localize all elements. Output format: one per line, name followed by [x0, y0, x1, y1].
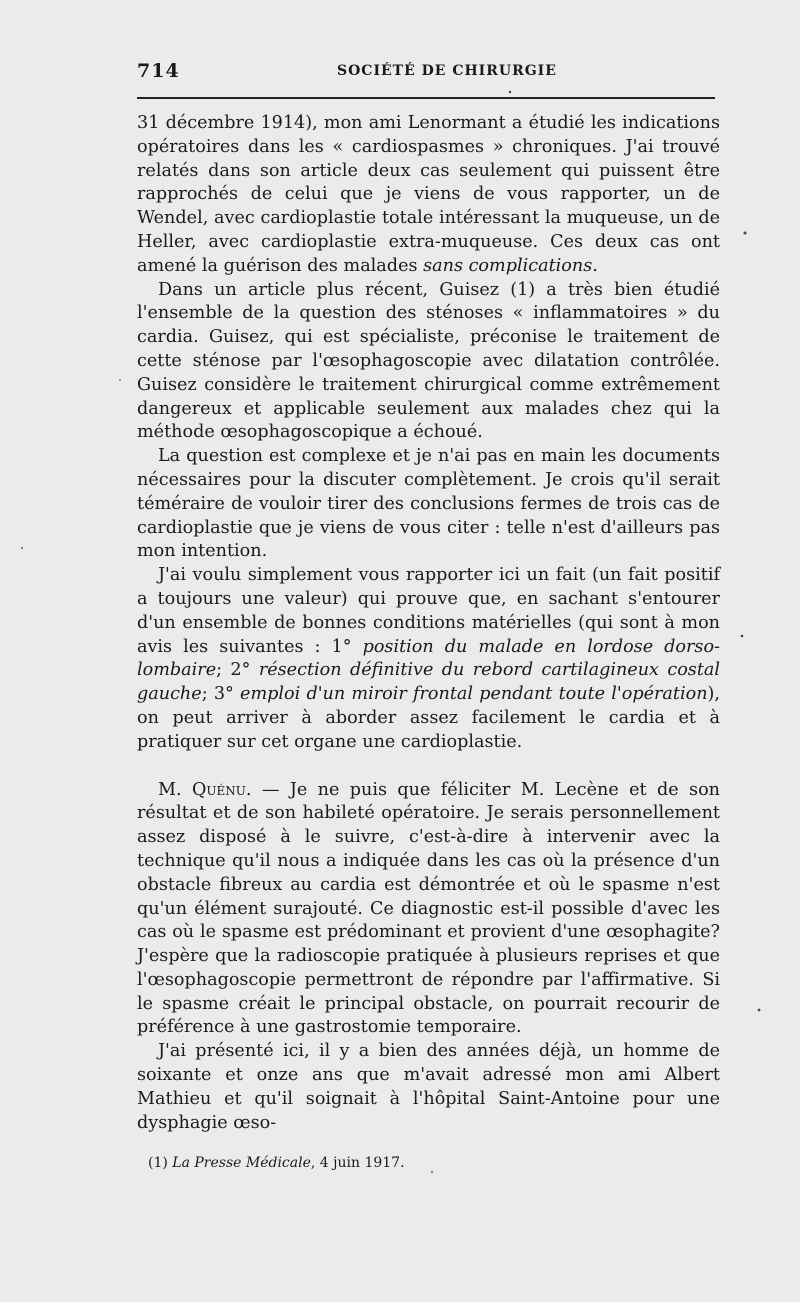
paragraph-4-italic-3: emploi d'un miroir frontal pendant toute l'opération — [240, 684, 708, 705]
footnote-date: , 4 juin 1917. — [310, 1155, 405, 1171]
paragraph-3: La question est complexe et je n'ai pas en main les documents nécessaires pour la discuter complètement. Je crois qu'il serait téméraire de vouloir tirer des conclusions fermes de trois cas de cardioplastie que je viens de vous citer : telle n'est d'ailleurs pas mon intention. — [137, 446, 720, 562]
header-rule — [137, 97, 715, 99]
paragraph-6: J'ai présenté ici, il y a bien des années déjà, un homme de soixante et onze ans que m'avait adressé mon ami Albert Mathieu et qu'il soignait à l'hôpital Saint-Antoine pour une dysphagie œso- — [137, 1041, 720, 1133]
paragraph-4-sep-2: ; 3° — [201, 684, 241, 705]
running-head: SOCIÉTÉ DE CHIRURGIE — [337, 63, 557, 79]
footnote-marker: (1) — [148, 1155, 173, 1171]
paragraph-4 — [137, 564, 720, 754]
paragraph-1-text: 31 décembre 1914), mon ami Lenormant a étudié les indications opératoires dans les « cardiospasmes » chroniques. J'ai trouvé relatés dans son article deux cas seulement qui puissent être rapprochés de celui que je viens de vous rapporter, un de Wendel, avec cardioplastie totale intéressant la muqueuse, un de Heller, avec cardioplastie extra-muqueuse. Ces deux cas ont amené la guérison des malades — [137, 113, 720, 276]
paragraph-1-end: . — [592, 255, 598, 276]
speaker-prefix: M. — [158, 779, 192, 800]
body-text — [137, 112, 720, 1135]
paragraph-1 — [137, 112, 720, 279]
paragraph-2: Dans un article plus récent, Guisez (1) a très bien étudié l'ensemble de la question des sténoses « inflammatoires » du cardia. Guisez, qui est spécialiste, préconise le traitement de cette sténose par l'œsophagoscopie avec dilatation contrôlée. Guisez considère le traitement chirurgical comme extrêmement dangereux et applicable seulement aux malades chez qui la méthode œsophagoscopique a échoué. — [137, 279, 720, 443]
paragraph-4-italic-2: résection définitive du rebord cartilagineux costal gauche — [137, 660, 721, 705]
paragraph-4-text: J'ai voulu simplement vous rapporter ici un fait (un fait positif a toujours une valeur) qui prouve que, en sachant s'entourer d'un ensemble de bonnes conditions matérielles (qui sont à mon avis les suivantes : 1° — [137, 565, 720, 657]
footnote-journal: La Presse Médicale — [172, 1155, 311, 1171]
paragraph-1-italic: sans complications — [423, 255, 593, 276]
paragraph-5 — [137, 779, 720, 1041]
paragraph-4-italic-1: position du malade en lordose dorso-lombaire — [137, 636, 721, 681]
paragraph-4-sep-1: ; 2° — [216, 660, 259, 681]
page-header — [137, 60, 714, 86]
paragraph-4-end: ), on peut arriver à aborder assez facilement le cardia et à pratiquer sur cet organe une cardioplastie. — [137, 684, 720, 752]
speaker-name: Quénu — [191, 779, 246, 800]
page-number: 714 — [137, 60, 180, 82]
footnote — [148, 1155, 405, 1171]
paragraph-5-text: . — Je ne puis que féliciter M. Lecène et de son résultat et de son habileté opératoire. Je serais personnellement assez disposé à le suivre, c'est-à-dire à intervenir avec la technique qu'il nous a indiquée dans les cas où la présence d'un obstacle fibreux au cardia est démontrée et où le spasme n'est qu'un élément surajouté. Ce diagnostic est-il possible d'avec les cas où le spasme est prédominant et provient d'une œsophagite? J'espère que la radioscopie pratiquée à plusieurs reprises et que l'œsophagoscopie permettront de répondre par l'affirmative. Si le spasme créait le principal obstacle, on pourrait recourir de préférence à une gastrostomie temporaire. — [137, 779, 720, 1038]
